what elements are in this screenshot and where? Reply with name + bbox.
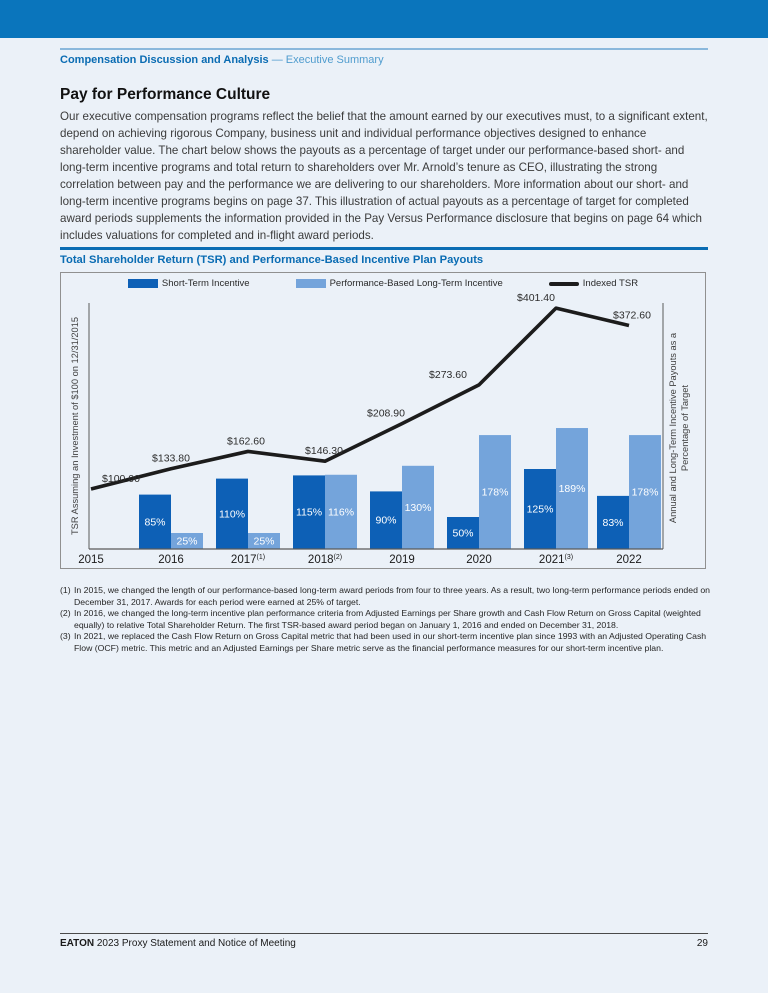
footer-rule [60, 933, 708, 934]
footnote-text: In 2016, we changed the long-term incentive plan performance criteria from Adjusted Earnings per Share growth and Cash Flow Return on Gross Capital (weighted equally) to relative Total Shareholder Return. The first TSR-based award period began on January 1, 2016 and ended on December 31, 2018. [74, 608, 701, 630]
tsr-point-label: $100.00 [102, 473, 140, 485]
footnote [60, 631, 710, 654]
x-axis-footnote-ref: (1) [256, 554, 266, 561]
x-axis-label: 2017$^{(1)}$ [230, 554, 266, 566]
legend-swatch-bar-icon [296, 279, 326, 288]
page-title: Pay for Performance Culture [60, 86, 271, 103]
legend-item [549, 278, 638, 289]
legend-item [128, 278, 250, 289]
tsr-point-label: $133.80 [152, 452, 190, 465]
footnotes [60, 585, 710, 655]
bar-value-label: 178% [481, 486, 509, 499]
bar-value-label: 116% [327, 506, 355, 519]
legend-label: Performance-Based Long-Term Incentive [329, 278, 503, 289]
footnote-marker: (1) [60, 585, 71, 595]
footnote [60, 585, 710, 608]
legend-swatch-line-icon [549, 282, 579, 286]
x-axis-footnote-ref: (2) [333, 554, 343, 561]
bar-value-label: 189% [558, 483, 586, 496]
right-axis-caption-line1: Annual and Long-Term Incentive Payouts as a [668, 332, 678, 524]
right-axis-caption-line2: Percentage of Target [680, 384, 690, 472]
tsr-point-label: $273.60 [429, 368, 467, 381]
x-axis-label: 2022 [616, 554, 642, 566]
tsr-point-label: $162.60 [227, 435, 265, 448]
footnote-marker: (2) [60, 608, 71, 619]
tsr-point-label: $208.90 [367, 407, 405, 420]
bar-value-label: 83% [602, 516, 624, 529]
x-axis-footnote-ref: (3) [564, 554, 574, 561]
footnote [60, 608, 710, 631]
x-axis-label: 2016 [158, 554, 184, 566]
legend-item [296, 278, 503, 289]
tsr-point-label: $372.60 [613, 309, 651, 322]
legend-swatch-bar-icon [128, 279, 158, 288]
page-number: 29 [696, 938, 708, 949]
footnote-marker: (3) [60, 631, 71, 642]
bar-value-label: 25% [176, 535, 198, 548]
x-axis-label: 2018$^{(2)}$ [307, 554, 343, 566]
legend-label: Indexed TSR [582, 278, 639, 289]
chart-legend [61, 278, 705, 289]
page-footer [60, 938, 708, 949]
breadcrumb-section: Compensation Discussion and Analysis [60, 54, 269, 66]
footer-title: 2023 Proxy Statement and Notice of Meeting [96, 938, 296, 949]
x-axis-label: 2019 [389, 554, 415, 566]
bar-value-label: 85% [144, 516, 166, 529]
intro-paragraph: Our executive compensation programs reflect the belief that the amount earned by our executives must, to a significant extent, depend on achieving rigorous Company, business unit and individual performance objectives designed to enhance shareholder value. The chart below shows the payouts as a percentage of target under our performance-based short- and long-term incentive programs and total return to shareholders over Mr. Arnold’s tenure as CEO, illustrating the strong correlation between pay and the performance we are delivering to our shareholders. More information about our short- and long-term incentive programs begins on page 37. This illustration of actual payouts as a percentage of target for completed award periods supplements the information provided in the Pay Versus Performance disclosure that begins on page 64 which includes valuations for completed and in-flight award periods. [60, 110, 708, 242]
tsr-chart-panel [60, 272, 706, 569]
bar-value-label: 178% [631, 486, 659, 499]
x-axis-label: 2021$^{(3)}$ [538, 554, 574, 566]
legend-label: Short-Term Incentive [161, 278, 250, 289]
footnote-text: In 2015, we changed the length of our performance-based long-term award periods from four to three years. As a result, two long-term performance periods ended on December 31, 2017. Awards for each period were earned at 25% of target. [74, 585, 710, 607]
bar-value-label: 110% [218, 508, 246, 521]
x-axis-label: 2020 [466, 554, 492, 566]
footer-brand: EATON [60, 938, 95, 949]
top-banner [0, 0, 768, 38]
tsr-point-label: $401.40 [517, 292, 555, 305]
breadcrumb-rule [60, 48, 708, 50]
chart-section-rule [60, 247, 708, 250]
breadcrumb-subsection: — Executive Summary [271, 54, 384, 66]
bar-value-label: 130% [404, 501, 432, 514]
breadcrumb [60, 54, 384, 66]
tsr-payout-chart [61, 273, 705, 568]
bar-value-label: 50% [452, 527, 474, 540]
bar-value-label: 90% [375, 514, 397, 527]
chart-title: Total Shareholder Return (TSR) and Performance-Based Incentive Plan Payouts [60, 254, 484, 266]
bar-value-label: 115% [295, 506, 323, 519]
x-axis-label: 2015 [78, 554, 104, 566]
footer-text [60, 938, 296, 949]
footnote-text: In 2021, we replaced the Cash Flow Return on Gross Capital metric that had been used in our short-term incentive plan since 1993 with an Adjusted Operating Cash Flow (OCF) metric. This metric and an Adjusted Earnings per Share metric serve as the financial performance measures for our short-term incentive plan. [74, 631, 707, 653]
bar-value-label: 25% [253, 535, 275, 548]
tsr-point-label: $146.30 [305, 445, 343, 458]
left-axis-caption: TSR Assuming an Investment of $100 on 12/31/2015 [70, 316, 80, 536]
bar-value-label: 125% [526, 503, 554, 516]
